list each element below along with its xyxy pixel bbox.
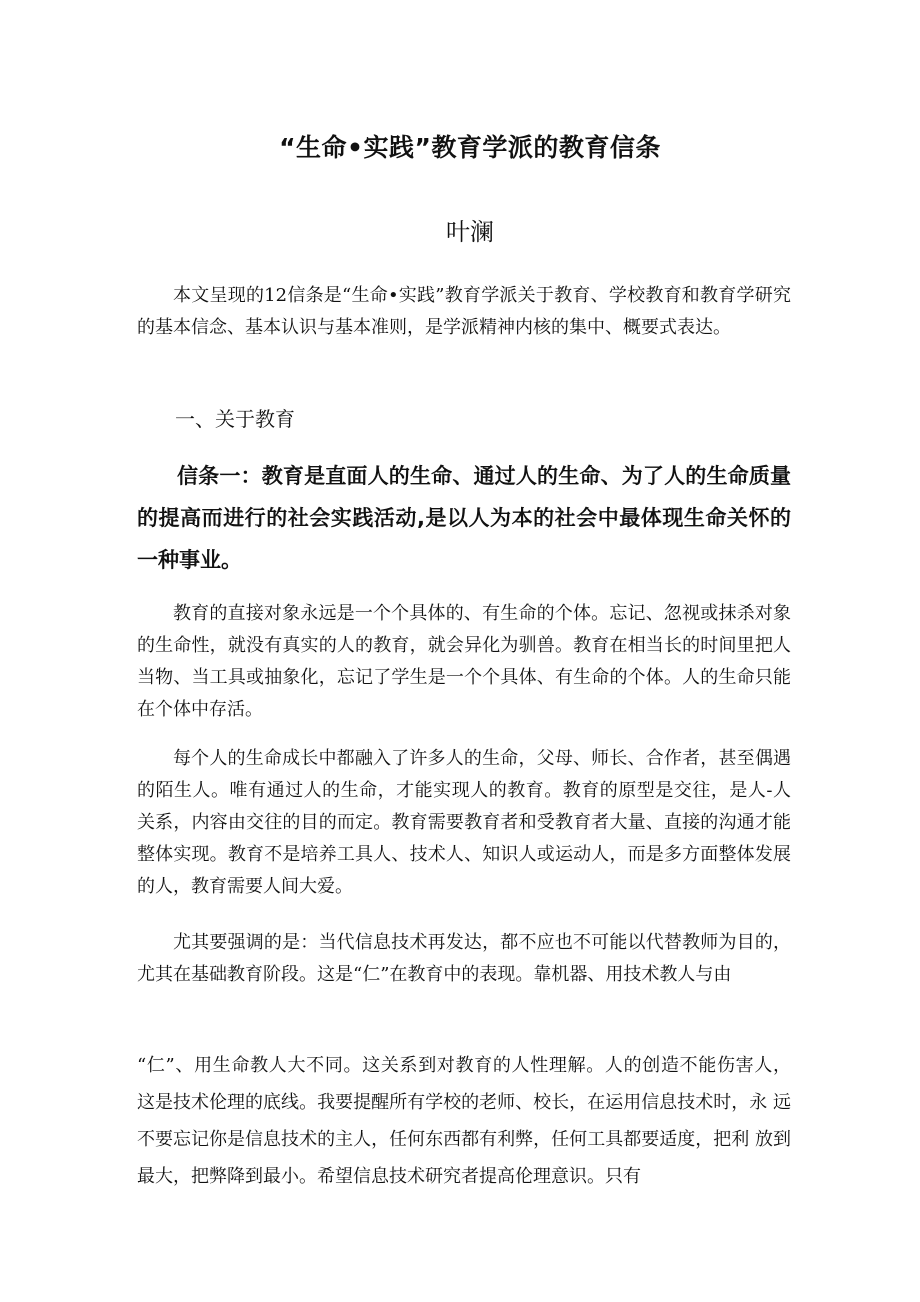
body-paragraph-2 xyxy=(137,743,791,903)
intro-text: 本文呈现的12信条是“生命•实践”教育学派关于教育、学校教育和教育学研究的基本信念、基本认识与基本准则，是学派精神内核的集中、概要式表达。 xyxy=(137,285,791,338)
section-heading: 一、关于教育 xyxy=(175,407,295,431)
paragraph-text: 每个人的生命成长中都融入了许多人的生命，父母、师长、合作者，甚至偶遇的陌生人。唯有通过人的生命，才能实现人的教育。教育的原型是交往，是人-人关系，内容由交往的目的而定。教育需要教育者和受教育者大量、直接的沟通才能整体实现。教育不是培养工具人、技术人、知识人或运动人，而是多方面整体发展的人，教育需要人间大爱。 xyxy=(137,748,791,897)
author-name: 叶澜 xyxy=(446,218,494,246)
document-title: “生命•实践”教育学派的教育信条 xyxy=(279,133,661,162)
paragraph-text: “仁”、用生命教人大不同。这关系到对教育的人性理解。人的创造不能伤害人， 这是技术伦理的底线。我要提醒所有学校的老师、校长，在运用信息技术时，永 远不要忘记你是信息技术的主人，任何东西都有利弊，任何工具都要适度，把利 放到最大，把弊降到最小。希望信息技术研究者提高伦理意识。只有 xyxy=(137,1055,791,1187)
paragraph-text: 尤其要强调的是：当代信息技术再发达，都不应也不可能以代替教师为目的， 尤其在基础教育阶段。这是“仁”在教育中的表现。靠机器、用技术教人与由 xyxy=(137,932,791,985)
creed-one: 信条一：教育是直面人的生命、通过人的生命、为了人的生命质量的提高而进行的社会实践活动,是以人为本的社会中最体现生命关怀的一种事业。 xyxy=(137,464,791,572)
intro-paragraph xyxy=(137,280,791,344)
body-paragraph-1 xyxy=(137,598,791,726)
body-paragraph-3 xyxy=(137,927,791,991)
paragraph-text: 教育的直接对象永远是一个个具体的、有生命的个体。忘记、忽视或抹杀对象的生命性，就没有真实的人的教育，就会异化为驯兽。教育在相当长的时间里把人当物、当工具或抽象化，忘记了学生是一个个具体、有生命的个体。人的生命只能在个体中存活。 xyxy=(137,603,791,720)
body-paragraph-4 xyxy=(137,1047,791,1195)
